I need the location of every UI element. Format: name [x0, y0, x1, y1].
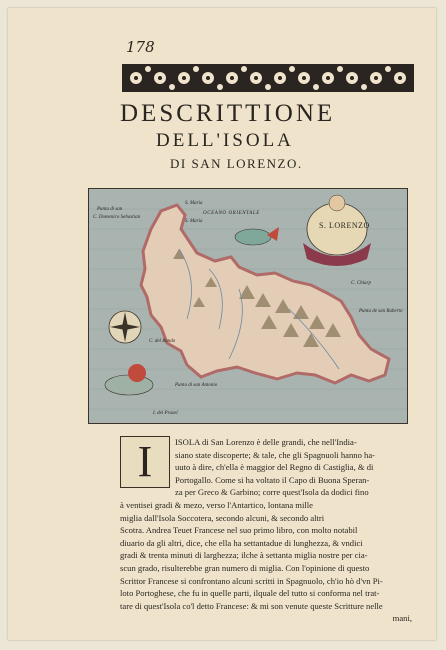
body-line: mani,: [392, 613, 412, 624]
body-line: Scotra. Andrea Teuet Francese nel suo primo libro, con molto notabil: [120, 525, 358, 536]
page-number: 178: [126, 38, 155, 56]
map-label-smaria: S. Maria: [185, 201, 203, 206]
body-line: tare di quest'Isola co'l detto Francese: & mi son venute queste Scritture nelle: [120, 600, 383, 611]
body-line: gradi & trenta minuti di larghezza; ilche à settanta miglia nostre per cia-: [120, 550, 368, 561]
map-label-bando: C. del Bando: [149, 339, 176, 344]
body-line: loto Portoghese, che fu in quelle parti, ilquale del tutto si conforma nel trat-: [120, 588, 380, 599]
map-label-oceano: OCEANO ORIENTALE: [203, 211, 260, 216]
decorated-initial: [120, 436, 170, 488]
body-text: [120, 436, 412, 625]
map-label-arcol: I. del Prazel: [153, 411, 178, 416]
ornamental-header-band: [122, 60, 414, 96]
body-line: siano state discoperte; & tale, che gli Spagnuoli hanno ha-: [175, 449, 375, 460]
map-label-punta2: Punta di san Antonio: [175, 383, 218, 388]
decorated-initial-letter: I: [137, 437, 153, 486]
body-line: za per Greco & Garbino; corre quest'Isola da dodici fino: [175, 487, 369, 498]
body-line: diuario da gli altri, dice, che ella ha settantadue di lunghezza, & vndici: [120, 537, 363, 548]
map-label-chiarp: C. Chiarp: [351, 281, 372, 286]
page-title: DESCRITTIONE: [120, 100, 336, 127]
body-line: à ventisei gradi & mezo, verso l'Antartico, lontana mille: [120, 499, 313, 510]
compass-rose: [109, 311, 141, 343]
body-line: Portogallo. Come si ha voltato il Capo di Buona Speran-: [175, 474, 370, 485]
body-line: miglia dall'Isola Soccotera, secondo alcuni, & secondo altri: [120, 512, 325, 523]
map-of-madagascar: [88, 188, 408, 424]
page-subtitle: DELL'ISOLA: [156, 130, 294, 151]
page-subtitle-line2: DI SAN LORENZO.: [170, 156, 303, 171]
map-label-punta: Punta di san: [97, 207, 123, 212]
body-line: uuto à dire, ch'ella è maggior del Regno di Castiglia, & di: [175, 462, 374, 473]
body-line: scun grado, risulterebbe gran numero di miglia. Con l'opinione di questo: [120, 562, 370, 573]
cartouche-label: S. LORENZO: [319, 221, 370, 230]
map-label-punta3: Punta de san Ruberto: [359, 309, 403, 314]
body-line: Scrittor Francese si confrontano alcuni scritti in Spagnuolo, ch'io hò d'vn Pi-: [120, 575, 383, 586]
map-label-smaria2: S. Maria: [185, 219, 203, 224]
body-line: ISOLA di San Lorenzo è delle grandi, che nell'India-: [175, 437, 357, 447]
page-sheet: [8, 8, 436, 640]
map-label-domenico: C. Domenico Sebastian: [93, 215, 141, 220]
